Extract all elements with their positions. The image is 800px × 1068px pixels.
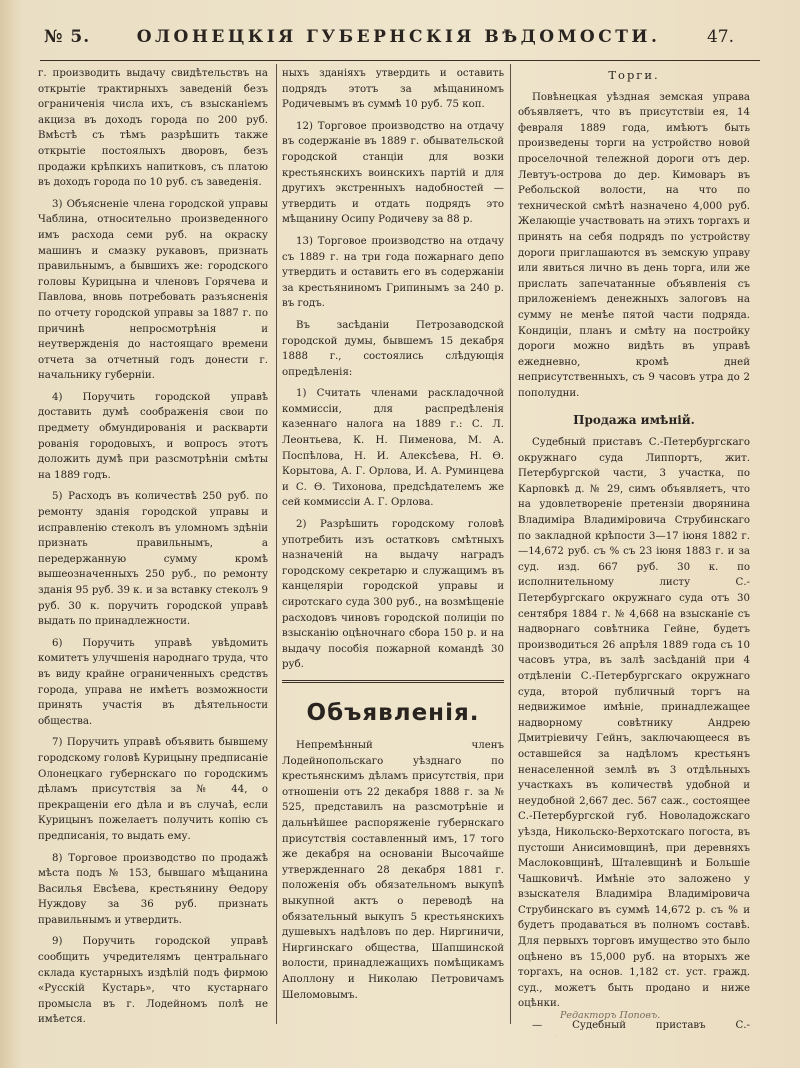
ads-column: [282, 738, 504, 1028]
header-rule: [40, 60, 760, 61]
column-divider-2: [510, 64, 511, 1024]
paragraph: 4) Поручить городской управѣ доставить думѣ соображенія свои по предмету обмундированія и раскварти рованія городовыхъ, и вопросъ этотъ доложить думѣ при разсмотрѣніи смѣты на 1889 годъ.: [38, 391, 268, 481]
section-title-sale: Продажа имѣній.: [573, 413, 695, 428]
paragraph: 6) Поручить управѣ увѣдомить комитетъ улучшенія народнаго труда, что въ виду крайне ограниченныхъ средствъ города, управа не имѣетъ возможности принять участія въ дѣятельности общества.: [38, 637, 268, 727]
newspaper-title: ОЛОНЕЦКІЯ ГУБЕРНСКІЯ ВѢДОМОСТИ.: [136, 27, 661, 47]
page-header: [44, 22, 734, 52]
paragraph: Повѣнецкая уѣздная земская управа объявляетъ, что въ присутствіи ея, 14 февраля 1889 года, имѣютъ быть произведены торги на устройство новой проселочной тележной дороги отъ дер. Левтуъ-острова до дер. Кимоваръ въ Ребольской волости, на что по технической смѣтѣ назначено 4,000 руб. Желающіе участвовать на этихъ торгахъ и принять на себя подрядъ по устройству дороги приглашаются въ земскую управу или явиться лично въ день торга, или же прислать запечатанные объявленія съ приложеніемъ денежныхъ залоговъ на сумму не менѣе пятой части подряда. Кондиціи, планъ и смѣту на постройку дороги можно видѣть въ управѣ ежедневно, кромѣ дней неприсутственныхъ, съ 9 часовъ утра до 2 пополудни.: [518, 91, 750, 399]
paragraph: — Судебный приставъ С.-: [532, 1020, 750, 1032]
paragraph: 8) Торговое производство по продажѣ мѣста подъ № 153, бывшаго мѣщанина Василья Евсѣева, крестьянину Ѳедору Нуждову за 36 руб. признать правильнымъ и утвердить.: [38, 852, 268, 926]
ads-heading: Объявленія.: [306, 700, 480, 726]
ads-divider: [282, 680, 504, 697]
paragraph: 9) Поручить городской управѣ сообщить учредителямъ центральнаго склада кустарныхъ издѣлій подъ фирмою «Русскій Кустарь», что кустарнаго промысла въ г. Лодейномъ полѣ не имѣется.: [38, 936, 268, 1026]
paragraph: 13) Торговое производство на отдачу съ 1889 г. на три года пожарнаго депо утвердить и оставить его въ содержаніи за крестьяниномъ Грипинымъ за 240 р. въ годъ.: [282, 235, 504, 310]
page-number: 47.: [706, 27, 734, 47]
paragraph: 2) Разрѣшить городскому головѣ употребить изъ остатковъ смѣтныхъ назначеній на выдачу наградъ городскому секретарю и служащимъ въ канцеляріи городской управы и сиротскаго суда 300 руб., на возмѣщеніе расходовъ чиновъ городской полиціи по взысканію оцѣночнаго сбора 150 р. и на выдачу пособія пожарной командѣ 30 руб.: [282, 519, 504, 671]
paragraph: г. производить выдачу свидѣтельствъ на открытіе трактирныхъ заведеній безъ ограниченія числа ихъ, съ взысканіемъ акциза въ доходъ города по 200 руб. Вмѣстѣ съ тѣмъ разрѣшить также открытіе постоялыхъ дворовъ, безъ продажи крѣпкихъ напитковъ, съ платою въ доходъ города по 10 руб. съ заведенія.: [38, 68, 268, 189]
paragraph: 12) Торговое производство на отдачу въ содержаніе въ 1889 г. обывательской городской станціи для возки крестьянскихъ воинскихъ партій и для другихъ экстренныхъ надобностей — утвердить и отдать подрядъ это мѣщанину Осипу Родичеву за 88 р.: [282, 120, 504, 226]
editor-signature: Редакторъ Поповъ.: [560, 1010, 661, 1021]
paragraph: 3) Объясненіе члена городской управы Чаблина, относительно произведенного имъ расхода семи руб. на окраску машинъ и смазку рукавовъ, признать правильнымъ, а бывшихъ же: городского головы Курицына и членовъ Горячева и Павлова, вновь потребовать разъясненія по отчету городской управы за 1887 г. по причинѣ непросмотрѣнія и неутвержденія до настоящаго времени отчета за отчетный годъ донести г. начальнику губерніи.: [38, 198, 268, 382]
issue-number: № 5.: [44, 27, 91, 47]
paragraph: 1) Считать членами раскладочной коммиссіи, для распредѣленія казеннаго налога на 1889 г.: С. Л. Леонтьева, К. Н. Пименова, М. А. Поспѣлова, Н. И. Алексѣева, Н. Ѳ. Корытова, А. Г. Орлова, И. А. Руминцева и С. Ѳ. Тихонова, предсѣдателемъ же сей коммиссіи А. Г. Орлова.: [282, 388, 504, 509]
column-divider-1: [276, 64, 277, 1024]
paragraph: Судебный приставъ С.-Петербургскаго окружнаго суда Липпортъ, жит. Петербургской части, 3 участка, по Карповкѣ д. № 29, симъ объявляетъ, что на удовлетвореніе претензіи дворянина Владиміра Владиміровича Струбинскаго по закладной крѣпости 3—17 іюня 1882 г.—14,672 руб. съ % съ 23 іюня 1883 г. и за суд. изд. 667 руб. 30 к. по исполнительному листу С.-Петербургскаго окружнаго суда отъ 30 сентября 1884 г. № 4,668 на взысканіе съ надворнаго совѣтника Гейне, будетъ производиться 26 апрѣля 1889 года съ 10 часовъ утра, въ залѣ засѣданій при 4 отдѣленіи С.-Петербургскаго окружнаго суда, второй публичный торгъ на недвижимое имѣніе, принадлежащее надворному совѣтнику Андрею Дмитріевичу Гейнъ, заключающееся въ оставшейся за надѣломъ крестьянъ ненаселенной землѣ въ 3 отдѣльныхъ участкахъ въ количествѣ удобной и неудобной 2,667 дес. 567 саж., состоящее С.-Петербургской губ. Новоладожскаго уѣзда, Никольско-Верхотскаго погоста, въ пустоши Анисимовщинѣ, при деревняхъ Маслоковщинѣ, Шталевщинѣ и Большіе Чашковичѣ. Имѣніе это заложено у взыскателя Владиміра Владиміровича Струбинскаго въ суммѣ 14,672 р. съ % и будетъ продаваться въ полномъ составѣ. Для первыхъ торговъ имущество это было оцѣнено въ 15,000 руб. на вторыхъ же торгахъ, на основ. 1,182 ст. уст. гражд. суд., можетъ быть продано и ниже оцѣнки.: [518, 437, 750, 1010]
paragraph: Непремѣнный членъ Лодейнопольскаго уѣзднаго по крестьянскимъ дѣламъ присутствія, при отношеніи отъ 22 декабря 1888 г. за № 525, представилъ на разсмотрѣніе и дальнѣйшее распоряженіе губернскаго присутствія составленный имъ, 17 того же декабря на основаніи Высочайше утвержденнаго 28 декабря 1881 г. положенія объ обязательномъ выкупѣ выкупной актъ о переводѣ на обязательный выкупъ 5 крестьянскихъ душевыхъ надѣловъ по дер. Ниргиничи, Ниргинскаго общества, Шапшинской волости, принадлежащихъ помѣщикамъ Аполлону и Николаю Петровичамъ Шеломовымъ.: [282, 740, 504, 1001]
paragraph: [38, 1034, 268, 1036]
column-1: [38, 66, 268, 1036]
section-title-torgi: Торги.: [608, 68, 660, 82]
paragraph: 7) Поручить управѣ объявить бывшему городскому головѣ Курицыну предписаніе Олонецкаго губернскаго по городскимъ дѣламъ присутствія за № 44, о прекращеніи его дѣла и въ случаѣ, если Курицынъ пожелаетъ получить копію съ предписанія, то выдать ему.: [38, 737, 268, 842]
paragraph: Въ засѣданіи Петрозаводской городской думы, бывшемъ 15 декабря 1888 г., состоялись слѣдующія опредѣленія:: [282, 319, 504, 378]
column-2: [282, 66, 504, 676]
paragraph: 5) Расходъ въ количествѣ 250 руб. по ремонту зданія городской управы и исправленію стеколъ въ уломномъ здѣніи признать правильнымъ, а передержанную сумму кромѣ вышеозначенныхъ 250 руб., по ремонту зданія 95 руб. 39 к. и за вставку стеколъ 9 руб. 30 к. поручить городской управѣ выдать по принадлежности.: [38, 491, 268, 628]
column-3: [518, 66, 750, 1036]
paragraph: ныхъ зданіяхъ утвердить и оставить подрядъ этотъ за мѣщаниномъ Родичевымъ въ суммѣ 10 руб. 75 коп.: [282, 68, 504, 111]
